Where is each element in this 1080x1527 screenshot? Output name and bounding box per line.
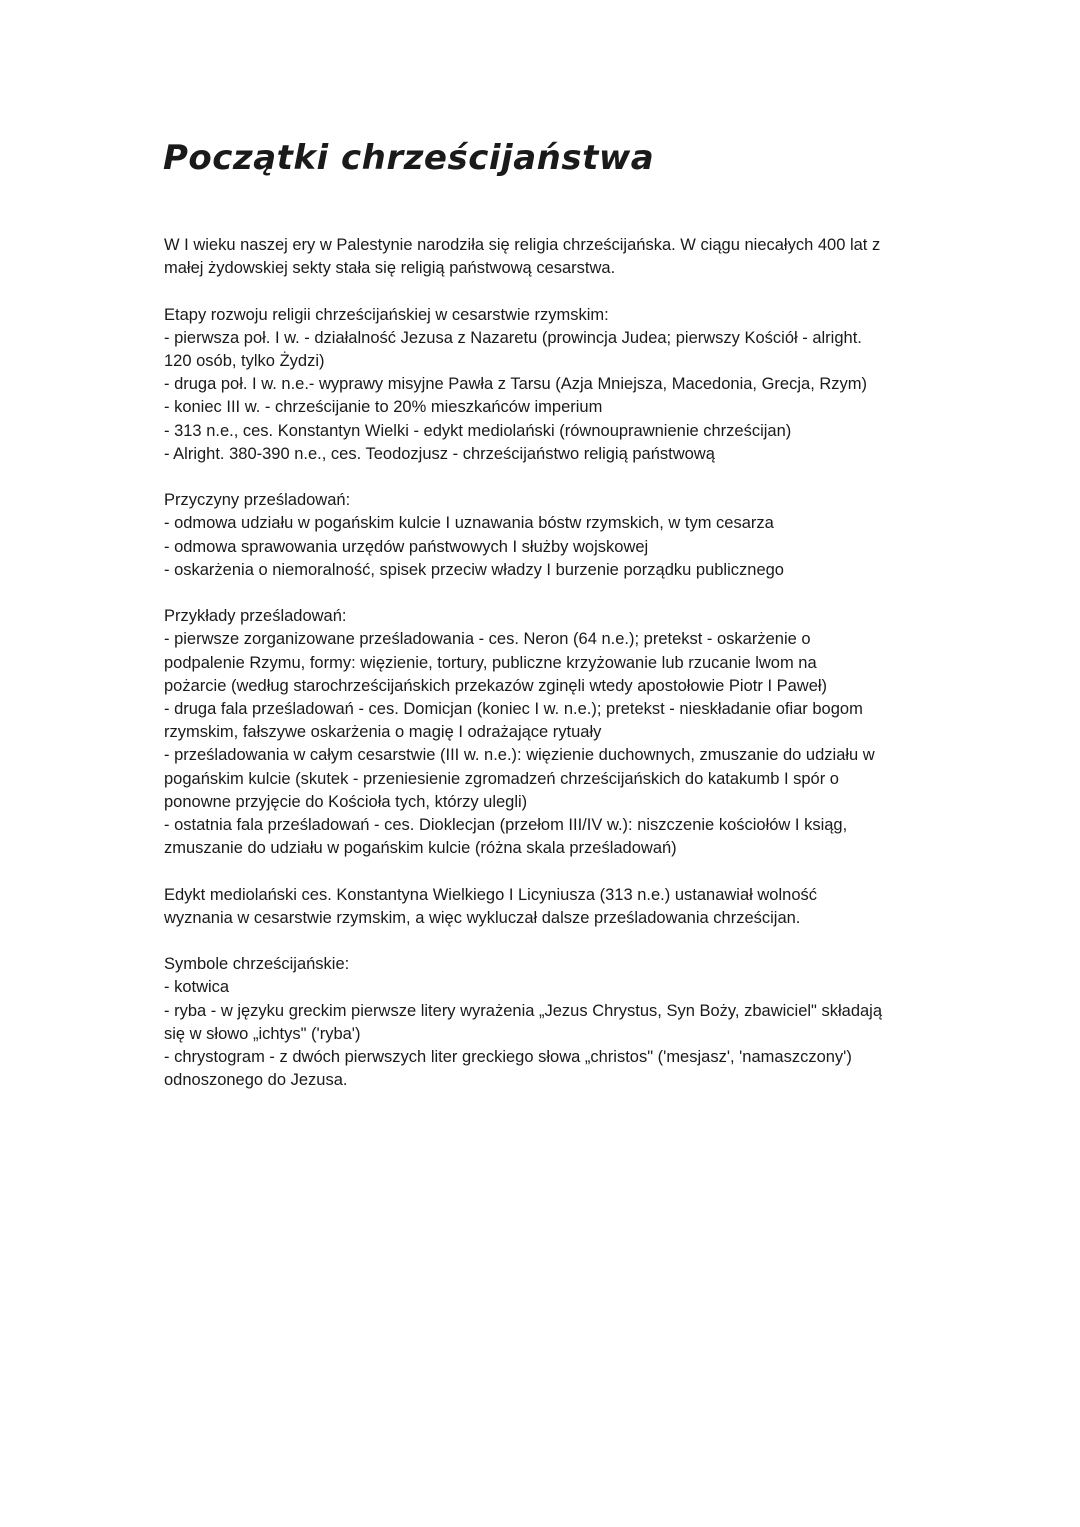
text-line: małej żydowskiej sekty stała się religią państwową cesarstwa.: [164, 259, 616, 278]
list-item: - ostatnia fala prześladowań - ces. Dioklecjan (przełom III/IV w.): niszczenie kościołów I ksiąg,: [164, 816, 848, 835]
paragraph-christian-symbols: [164, 953, 924, 1092]
list-item: - chrystogram - z dwóch pierwszych liter greckiego słowa „christos" ('mesjasz', 'namaszczony'): [164, 1048, 852, 1067]
list-item: - pierwsze zorganizowane prześladowania - ces. Neron (64 n.e.); pretekst - oskarżenie o: [164, 630, 811, 649]
text-line: Edykt mediolański ces. Konstantyna Wielkiego I Licyniusza (313 n.e.) ustanawiał wolność: [164, 885, 817, 904]
text-line: pożarcie (według starochrześcijańskich przekazów zginęli wtedy apostołowie Piotr I Paweł): [164, 676, 828, 695]
section-heading: Przyczyny prześladowań:: [164, 491, 351, 510]
text-line: się w słowo „ichtys" ('ryba'): [164, 1024, 361, 1043]
section-heading: Symbole chrześcijańskie:: [164, 955, 350, 974]
section-heading: Przykłady prześladowań:: [164, 607, 347, 626]
text-line: 120 osób, tylko Żydzi): [164, 352, 325, 370]
document-body: [164, 234, 924, 1116]
list-item: - druga fala prześladowań - ces. Domicjan (koniec I w. n.e.); pretekst - nieskładanie ofiar bogom: [164, 700, 863, 719]
list-item: - oskarżenia o niemoralność, spisek przeciw władzy I burzenie porządku publicznego: [164, 560, 784, 579]
page-title: Początki chrześcijaństwa: [163, 138, 655, 178]
paragraph-persecution-examples: [164, 605, 924, 860]
list-item: - ryba - w języku greckim pierwsze litery wyrażenia „Jezus Chrystus, Syn Boży, zbawiciel" składają: [164, 1001, 883, 1020]
paragraph-milan-edict: [164, 884, 924, 930]
list-item: - 313 n.e., ces. Konstantyn Wielki - edykt mediolański (równouprawnienie chrześcijan): [164, 421, 792, 440]
list-item: - pierwsza poł. I w. - działalność Jezusa z Nazaretu (prowincja Judea; pierwszy Kościół - alright.: [164, 328, 862, 347]
text-line: rzymskim, fałszywe oskarżenia o magię I odrażające rytuały: [164, 723, 602, 742]
list-item: - Alright. 380-390 n.e., ces. Teodozjusz - chrześcijaństwo religią państwową: [164, 444, 715, 463]
list-item: - druga poł. I w. n.e.- wyprawy misyjne Pawła z Tarsu (Azja Mniejsza, Macedonia, Grecja, Rzym): [164, 375, 868, 394]
text-line: podpalenie Rzymu, formy: więzienie, tortury, publiczne krzyżowanie lub rzucanie lwom na: [164, 653, 817, 672]
text-line: pogańskim kulcie (skutek - przeniesienie zgromadzeń chrześcijańskich do katakumb I spór o: [164, 769, 839, 788]
text-line: ponowne przyjęcie do Kościoła tych, którzy ulegli): [164, 792, 528, 811]
list-item: - odmowa udziału w pogańskim kulcie I uznawania bóstw rzymskich, w tym cesarza: [164, 514, 774, 533]
list-item: - odmowa sprawowania urzędów państwowych I służby wojskowej: [164, 537, 649, 556]
text-line: zmuszanie do udziału w pogańskim kulcie (różna skala prześladowań): [164, 839, 677, 858]
section-heading: Etapy rozwoju religii chrześcijańskiej w cesarstwie rzymskim:: [164, 305, 609, 324]
paragraph-intro: [164, 234, 924, 280]
paragraph-development-stages: [164, 304, 924, 466]
list-item: - prześladowania w całym cesarstwie (III w. n.e.): więzienie duchownych, zmuszanie do udziału w: [164, 746, 875, 765]
text-line: W I wieku naszej ery w Palestynie narodziła się religia chrześcijańska. W ciągu niecałych 400 lat z: [164, 236, 881, 254]
list-item: - kotwica: [164, 978, 230, 997]
text-line: wyznania w cesarstwie rzymskim, a więc wykluczał dalsze prześladowania chrześcijan.: [164, 908, 801, 927]
list-item: - koniec III w. - chrześcijanie to 20% mieszkańców imperium: [164, 398, 603, 417]
paragraph-persecution-causes: [164, 489, 924, 582]
text-line: odnoszonego do Jezusa.: [164, 1071, 348, 1090]
